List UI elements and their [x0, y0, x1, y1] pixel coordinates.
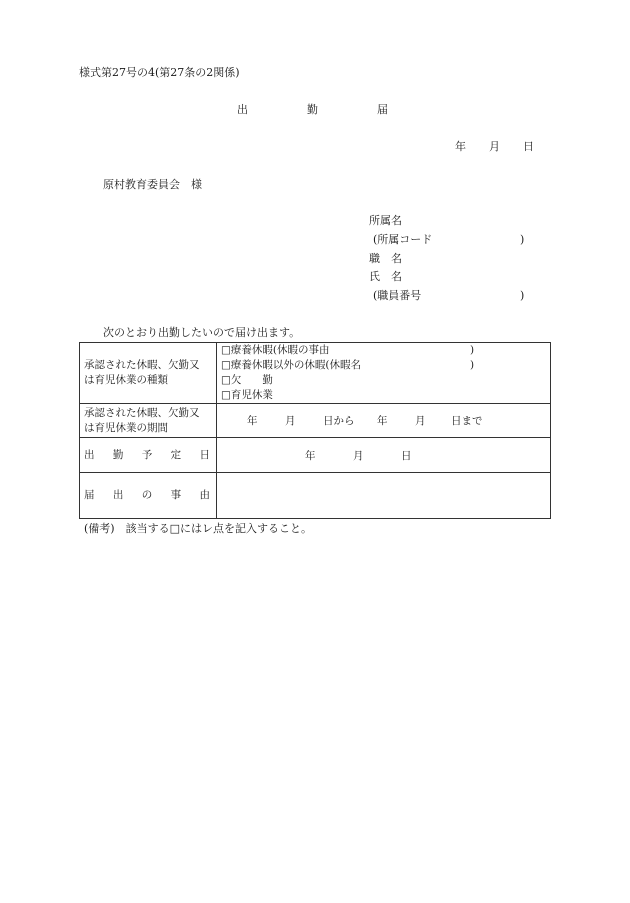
leave-type-options — [217, 343, 551, 404]
addressee: 原村教育委員会 様 — [103, 178, 202, 191]
label-char: 予 — [141, 448, 153, 461]
option-other-leave[interactable] — [217, 358, 550, 373]
option-close: ) — [470, 359, 475, 371]
label-line: は育児休業の期間 — [84, 421, 168, 434]
label-line: 承認された休暇、欠勤又 — [84, 359, 200, 371]
form-number: 様式第27号の4(第27条の2関係) — [79, 66, 240, 79]
option-childcare-leave[interactable] — [217, 388, 550, 403]
option-medical-leave[interactable] — [217, 343, 550, 358]
label-char: 定 — [170, 448, 182, 461]
title-char: 届 — [377, 103, 388, 116]
unit-day-until: 日まで — [451, 415, 483, 427]
unit-year: 年 — [305, 449, 316, 462]
document-title — [0, 103, 630, 117]
unit-month: 月 — [415, 415, 426, 427]
table-row — [80, 343, 551, 404]
label-char: 届 — [84, 489, 95, 501]
option-text: □育児休業 — [221, 389, 273, 401]
affiliation-code-label: (所属コード — [373, 233, 433, 246]
label-char: 出 — [112, 489, 124, 501]
label-char: の — [141, 489, 153, 501]
label-line: 承認された休暇、欠勤又 — [84, 406, 200, 419]
name-label: 氏 名 — [369, 270, 402, 283]
date-year: 年 — [455, 140, 466, 153]
title-char: 出 — [237, 103, 248, 116]
scheduled-date-value[interactable] — [217, 438, 551, 473]
option-text: □療養休暇(休暇の事由 — [221, 344, 330, 356]
staff-number-label: (職員番号 — [373, 289, 422, 302]
scheduled-date-label — [80, 438, 217, 473]
affiliation-label: 所属名 — [369, 214, 402, 227]
label-char: 事 — [170, 489, 182, 501]
title-char: 勤 — [307, 103, 318, 116]
option-text: □欠 勤 — [221, 374, 273, 386]
label-char: 由 — [199, 489, 210, 501]
unit-day-from: 日から — [323, 415, 355, 427]
unit-year: 年 — [247, 415, 258, 427]
unit-year: 年 — [377, 415, 388, 427]
label-line: は育児休業の種類 — [84, 374, 168, 386]
date-month: 月 — [489, 140, 500, 153]
label-char: 出 — [84, 448, 95, 461]
reason-value[interactable] — [217, 473, 551, 519]
label-char: 日 — [199, 448, 210, 461]
label-char: 勤 — [112, 448, 124, 461]
table-row — [80, 473, 551, 519]
affiliation-code-close: ) — [520, 233, 525, 246]
unit-month: 月 — [285, 415, 296, 427]
option-text: □療養休暇以外の休暇(休暇名 — [221, 359, 362, 371]
leave-period-label — [80, 404, 217, 438]
table-row — [80, 438, 551, 473]
intro-text: 次のとおり出勤したいので届け出ます。 — [103, 326, 301, 339]
leave-form-table — [79, 342, 551, 519]
option-close: ) — [470, 344, 475, 356]
table-row — [80, 404, 551, 438]
remarks: (備考) 該当する□にはレ点を記入すること。 — [84, 522, 312, 535]
option-absence[interactable] — [217, 373, 550, 388]
unit-month: 月 — [353, 449, 364, 462]
unit-day: 日 — [401, 449, 412, 462]
leave-type-label — [80, 343, 217, 404]
reason-label — [80, 473, 217, 519]
leave-period-value[interactable] — [217, 404, 551, 438]
position-label: 職 名 — [369, 252, 402, 265]
staff-number-close: ) — [520, 289, 525, 302]
date-day: 日 — [523, 140, 534, 153]
